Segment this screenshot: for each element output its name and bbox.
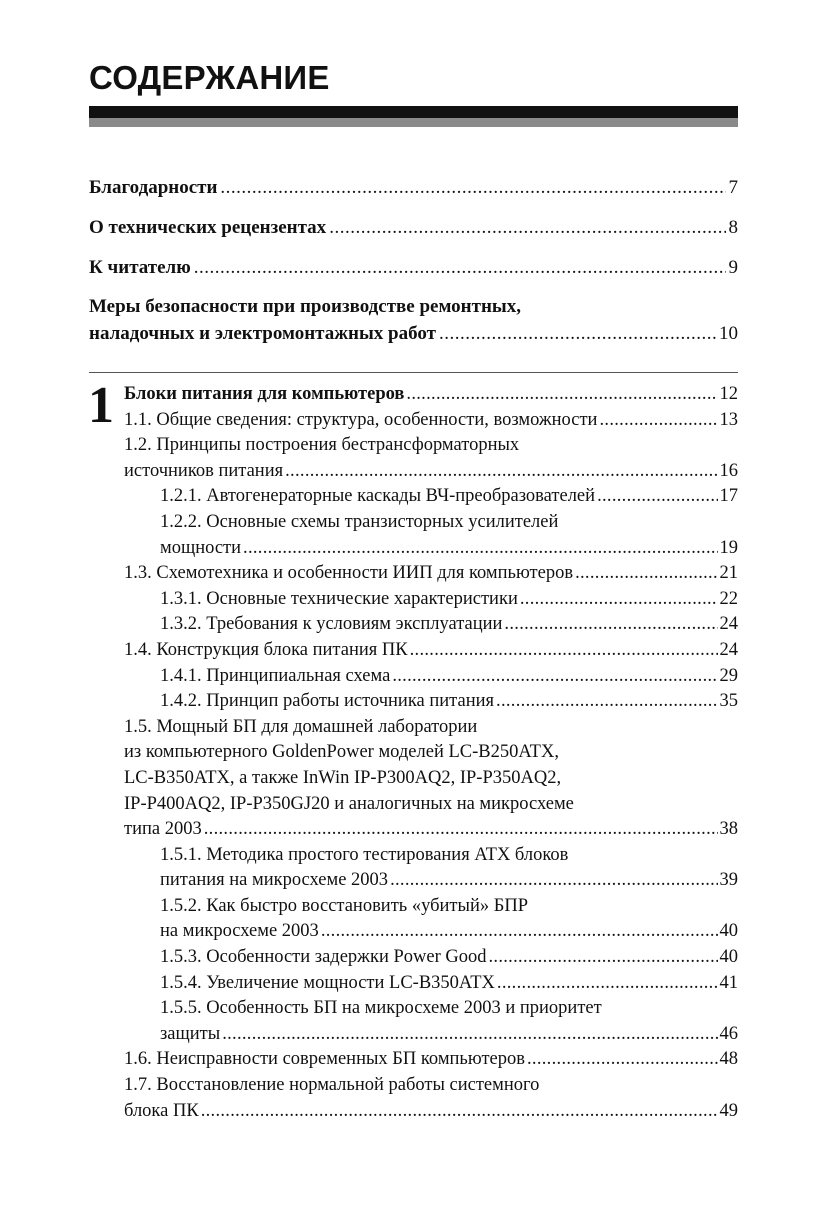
- toc-entry[interactable]: [124, 664, 738, 690]
- toc-entry-title: 1.2.1. Автогенераторные каскады ВЧ-преобразователей: [160, 486, 596, 507]
- toc-entry-title: питания на микросхеме 2003: [160, 870, 389, 891]
- toc-entry-title: Благодарности: [89, 177, 218, 198]
- toc-entry-page: 8: [728, 217, 738, 238]
- dot-leader: [439, 320, 716, 347]
- toc-entry-title: 1.4. Конструкция блока питания ПК: [124, 639, 408, 660]
- dot-leader: [243, 536, 717, 562]
- toc-entry-page: 17: [719, 486, 738, 507]
- dot-leader: [575, 561, 717, 587]
- toc-entry-page: 13: [719, 409, 738, 430]
- dot-leader: [406, 382, 717, 408]
- dot-leader: [321, 919, 718, 945]
- toc-entry-title: 1.3.2. Требования к условиям эксплуатации: [160, 614, 503, 635]
- chapter-title-entry[interactable]: [124, 382, 738, 408]
- toc-entry-title: К читателю: [89, 257, 191, 278]
- toc-entry[interactable]: [124, 433, 738, 484]
- toc-entry-title-line: 1.5.1. Методика простого тестирования ATX блоков: [160, 844, 569, 865]
- toc-entry-title-line: из компьютерного GoldenPower моделей LC-B250ATX,: [124, 742, 559, 763]
- toc-entry-page: 46: [719, 1023, 738, 1044]
- toc-entry-acknowledgements[interactable]: [89, 174, 738, 201]
- toc-entry-title: защиты: [160, 1023, 221, 1044]
- toc-entry-title-line: IP-P400AQ2, IP-P350GJ20 и аналогичных на микросхеме: [124, 793, 574, 814]
- dot-leader: [497, 971, 718, 997]
- toc-entry[interactable]: [124, 484, 738, 510]
- toc-entry-page: 39: [719, 870, 738, 891]
- toc-entry[interactable]: [124, 612, 738, 638]
- dot-leader: [496, 689, 717, 715]
- page-title: СОДЕРЖАНИЕ: [89, 59, 330, 96]
- toc-entry-title-line: Меры безопасности при производстве ремонтных,: [89, 296, 521, 317]
- toc-entry-page: 24: [719, 639, 738, 660]
- dot-leader: [410, 638, 718, 664]
- toc-entry-page: 38: [719, 819, 738, 840]
- toc-entry-page: 24: [719, 614, 738, 635]
- dot-leader: [488, 945, 717, 971]
- toc-entry[interactable]: [124, 715, 738, 843]
- toc-entry-page: 10: [719, 323, 738, 344]
- toc-entry-title-line: 1.7. Восстановление нормальной работы системного: [124, 1075, 540, 1096]
- toc-entry[interactable]: [124, 971, 738, 997]
- toc-entry[interactable]: [124, 996, 738, 1047]
- dot-leader: [390, 868, 717, 894]
- toc-entry-title: наладочных и электромонтажных работ: [89, 323, 436, 344]
- toc-entry-page: 41: [719, 972, 738, 993]
- toc-entry[interactable]: [124, 945, 738, 971]
- dot-leader: [204, 817, 718, 843]
- toc-entry[interactable]: [124, 843, 738, 894]
- toc-entry-title-line: 1.5. Мощный БП для домашней лаборатории: [124, 716, 478, 737]
- toc-entry[interactable]: [124, 1047, 738, 1073]
- toc-entry-page: 7: [728, 177, 738, 198]
- toc-entry-to-reader[interactable]: [89, 254, 738, 281]
- toc-entry-title-line: 1.5.5. Особенность БП на микросхеме 2003 и приоритет: [160, 998, 602, 1019]
- chapter-toc: [124, 382, 738, 1124]
- toc-entry-page: 19: [719, 537, 738, 558]
- toc-entry[interactable]: [124, 408, 738, 434]
- toc-entry-reviewers[interactable]: [89, 214, 738, 241]
- toc-entry-page: 40: [719, 921, 738, 942]
- toc-entry-title: 1.6. Неисправности современных БП компьютеров: [124, 1049, 525, 1070]
- dot-leader: [392, 664, 717, 690]
- chapter-page: 12: [719, 384, 738, 404]
- toc-entry-page: 40: [719, 947, 738, 968]
- toc-entry-title: О технических рецензентах: [89, 217, 327, 238]
- toc-entry-title: 1.3. Схемотехника и особенности ИИП для компьютеров: [124, 563, 574, 584]
- toc-entry-title: 1.5.4. Увеличение мощности LC-B350ATX: [160, 972, 495, 993]
- toc-entry-page: 49: [719, 1100, 738, 1121]
- chapter-entries: [124, 408, 738, 1125]
- toc-entry[interactable]: [124, 894, 738, 945]
- toc-entry-title: 1.4.1. Принципиальная схема: [160, 665, 391, 686]
- toc-entry-page: 29: [719, 665, 738, 686]
- toc-entry[interactable]: [124, 510, 738, 561]
- dot-leader: [222, 1022, 717, 1048]
- dot-leader: [527, 1047, 718, 1073]
- dot-leader: [520, 587, 718, 613]
- toc-entry[interactable]: [124, 561, 738, 587]
- toc-entry-page: 35: [719, 691, 738, 712]
- toc-entry[interactable]: [124, 1073, 738, 1124]
- toc-entry-page: 9: [728, 257, 738, 278]
- toc-entry[interactable]: [124, 587, 738, 613]
- title-rule-black: [89, 106, 738, 118]
- chapter-title: Блоки питания для компьютеров: [124, 384, 405, 404]
- toc-entry-page: 22: [719, 588, 738, 609]
- toc-entry-title: на микросхеме 2003: [160, 921, 319, 942]
- dot-leader: [504, 612, 717, 638]
- toc-entry-safety[interactable]: [89, 293, 738, 347]
- toc-entry-title: 1.3.1. Основные технические характеристики: [160, 588, 518, 609]
- toc-entry[interactable]: [124, 638, 738, 664]
- dot-leader: [194, 254, 726, 281]
- dot-leader: [597, 484, 717, 510]
- section-divider: [89, 372, 738, 373]
- toc-entry-title-line: LC-B350ATX, а также InWin IP-P300AQ2, IP-P350AQ2,: [124, 767, 562, 788]
- toc-entry-page: 21: [719, 563, 738, 584]
- chapter-number: 1: [88, 377, 114, 434]
- toc-entry-title: мощности: [160, 537, 242, 558]
- toc-entry[interactable]: [124, 689, 738, 715]
- dot-leader: [201, 1099, 718, 1125]
- dot-leader: [285, 459, 717, 485]
- toc-entry-page: 48: [719, 1049, 738, 1070]
- toc-entry-title: блока ПК: [124, 1100, 199, 1121]
- toc-entry-title-line: 1.2.2. Основные схемы транзисторных усилителей: [160, 511, 559, 532]
- dot-leader: [220, 174, 725, 201]
- toc-entry-title: типа 2003: [124, 819, 202, 840]
- toc-entry-page: 16: [719, 460, 738, 481]
- toc-entry-title: 1.1. Общие сведения: структура, особенности, возможности: [124, 409, 598, 430]
- toc-entry-title-line: 1.2. Принципы построения бестрансформаторных: [124, 435, 520, 456]
- title-rule-gray: [89, 118, 738, 127]
- toc-entry-title-line: 1.5.2. Как быстро восстановить «убитый» БПР: [160, 895, 528, 916]
- dot-leader: [599, 408, 717, 434]
- toc-entry-title: 1.4.2. Принцип работы источника питания: [160, 691, 495, 712]
- toc-entry-title: источников питания: [124, 460, 284, 481]
- toc-entry-title: 1.5.3. Особенности задержки Power Good: [160, 947, 487, 968]
- dot-leader: [329, 214, 725, 241]
